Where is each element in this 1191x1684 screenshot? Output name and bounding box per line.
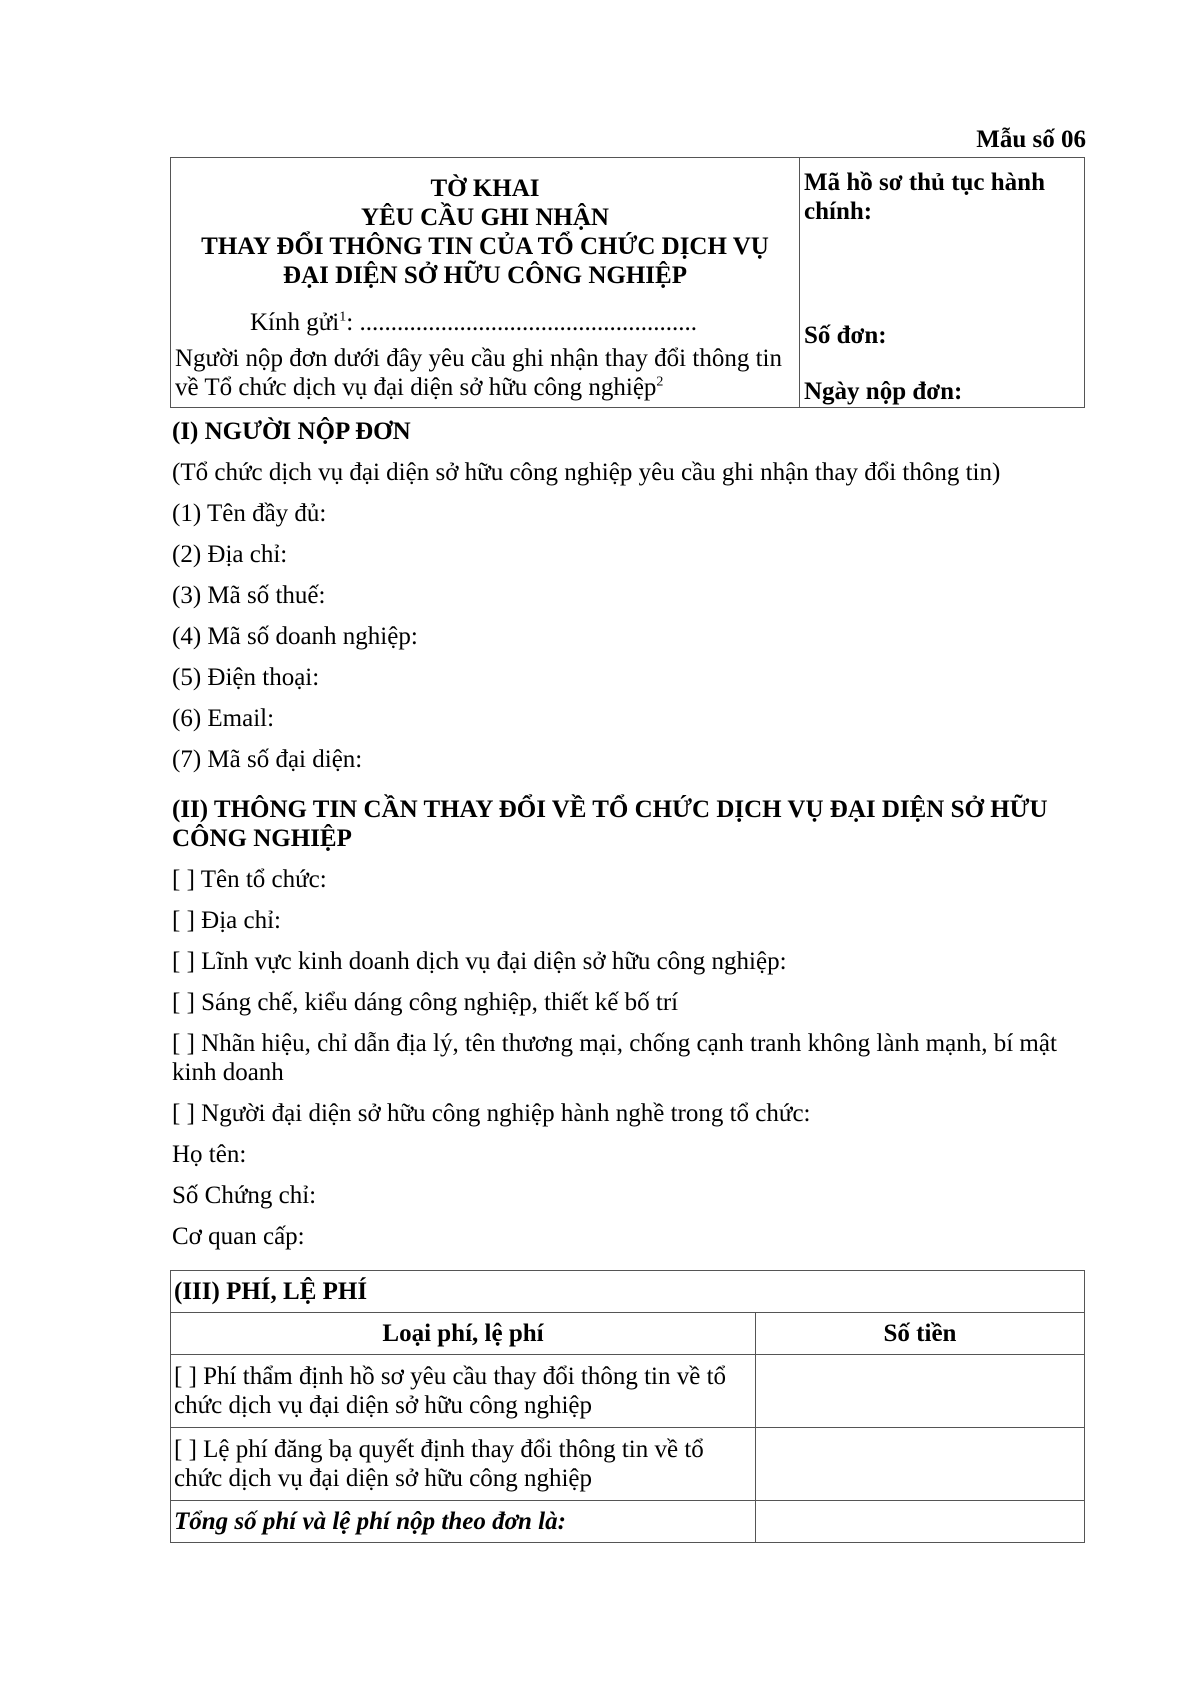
title-line-2: YÊU CẦU GHI NHẬN xyxy=(361,204,609,231)
field-certificate-number[interactable]: Số Chứng chỉ: xyxy=(172,1182,317,1209)
footnote-1: 1 xyxy=(339,309,347,325)
intro-text xyxy=(175,344,795,402)
section-1 xyxy=(172,417,1072,774)
section-2 xyxy=(172,795,1072,1251)
checkbox-patent-design[interactable]: [ ] Sáng chế, kiểu dáng công nghiệp, thiết kế bố trí xyxy=(172,989,679,1016)
checkbox-address[interactable]: [ ] Địa chỉ: xyxy=(172,907,281,934)
recipient-label: Kính gửi xyxy=(250,309,340,336)
field-business-code[interactable]: (4) Mã số doanh nghiệp: xyxy=(172,623,418,650)
section-1-title: (I) NGƯỜI NỘP ĐƠN xyxy=(172,418,411,445)
fee-row-label[interactable]: [ ] Phí thẩm định hồ sơ yêu cầu thay đổi thông tin về tổ chức dịch vụ đại diện sở hữu công nghiệp xyxy=(171,1355,756,1428)
table-row xyxy=(171,1428,1085,1501)
total-fee-label: Tổng số phí và lệ phí nộp theo đơn là: xyxy=(171,1501,756,1543)
fee-row-label[interactable]: [ ] Lệ phí đăng bạ quyết định thay đổi thông tin về tổ chức dịch vụ đại diện sở hữu công nghiệp xyxy=(171,1428,756,1501)
field-phone[interactable]: (5) Điện thoại: xyxy=(172,664,320,691)
fee-row-amount[interactable] xyxy=(756,1355,1085,1428)
application-number-label: Số đơn: xyxy=(804,322,887,349)
field-tax-code[interactable]: (3) Mã số thuế: xyxy=(172,582,326,609)
checkbox-org-name[interactable]: [ ] Tên tổ chức: xyxy=(172,866,327,893)
field-address[interactable]: (2) Địa chỉ: xyxy=(172,541,288,568)
section-2-title: (II) THÔNG TIN CẦN THAY ĐỔI VỀ TỔ CHỨC DỊCH VỤ ĐẠI DIỆN SỞ HỮU CÔNG NGHIỆP xyxy=(172,796,1048,852)
admin-code-label: Mã hồ sơ thủ tục hành chính: xyxy=(804,169,1045,225)
field-rep-name[interactable]: Họ tên: xyxy=(172,1141,247,1168)
field-representative-code[interactable]: (7) Mã số đại diện: xyxy=(172,746,363,773)
section-3-title: (III) PHÍ, LỆ PHÍ xyxy=(171,1271,1085,1313)
fee-amount-header: Số tiền xyxy=(756,1313,1085,1355)
table-row xyxy=(171,1355,1085,1428)
fee-table xyxy=(170,1270,1085,1543)
form-title xyxy=(175,158,795,290)
field-issuing-authority[interactable]: Cơ quan cấp: xyxy=(172,1223,305,1250)
field-full-name[interactable]: (1) Tên đầy đủ: xyxy=(172,500,327,527)
section-1-subtitle: (Tổ chức dịch vụ đại diện sở hữu công nghiệp yêu cầu ghi nhận thay đổi thông tin) xyxy=(172,459,1001,486)
field-email[interactable]: (6) Email: xyxy=(172,705,275,732)
header-table xyxy=(170,157,1085,408)
recipient-line xyxy=(175,308,795,338)
title-line-1: TỜ KHAI xyxy=(430,175,540,202)
checkbox-business-field[interactable]: [ ] Lĩnh vực kinh doanh dịch vụ đại diện sở hữu công nghiệp: xyxy=(172,948,787,975)
title-line-3: THAY ĐỔI THÔNG TIN CỦA TỔ CHỨC DỊCH VỤ xyxy=(201,233,769,260)
form-number: Mẫu số 06 xyxy=(976,126,1086,153)
checkbox-trademark[interactable]: [ ] Nhãn hiệu, chỉ dẫn địa lý, tên thương mại, chống cạnh tranh không lành mạnh, bí mật kinh doanh xyxy=(172,1030,1057,1086)
recipient-blank[interactable]: : ...................................................... xyxy=(346,309,697,336)
fee-type-header: Loại phí, lệ phí xyxy=(171,1313,756,1355)
checkbox-representative[interactable]: [ ] Người đại diện sở hữu công nghiệp hành nghề trong tổ chức: xyxy=(172,1100,811,1127)
fee-row-amount[interactable] xyxy=(756,1428,1085,1501)
total-fee-amount[interactable] xyxy=(756,1501,1085,1543)
footnote-2: 2 xyxy=(656,374,664,390)
header-right-cell xyxy=(800,158,1085,408)
header-left-cell xyxy=(171,158,800,408)
filing-date-label: Ngày nộp đơn: xyxy=(804,378,963,405)
intro-text-body: Người nộp đơn dưới đây yêu cầu ghi nhận thay đổi thông tin về Tổ chức dịch vụ đại diện sở hữu công nghiệp xyxy=(175,345,782,401)
title-line-4: ĐẠI DIỆN SỞ HỮU CÔNG NGHIỆP xyxy=(283,262,687,289)
